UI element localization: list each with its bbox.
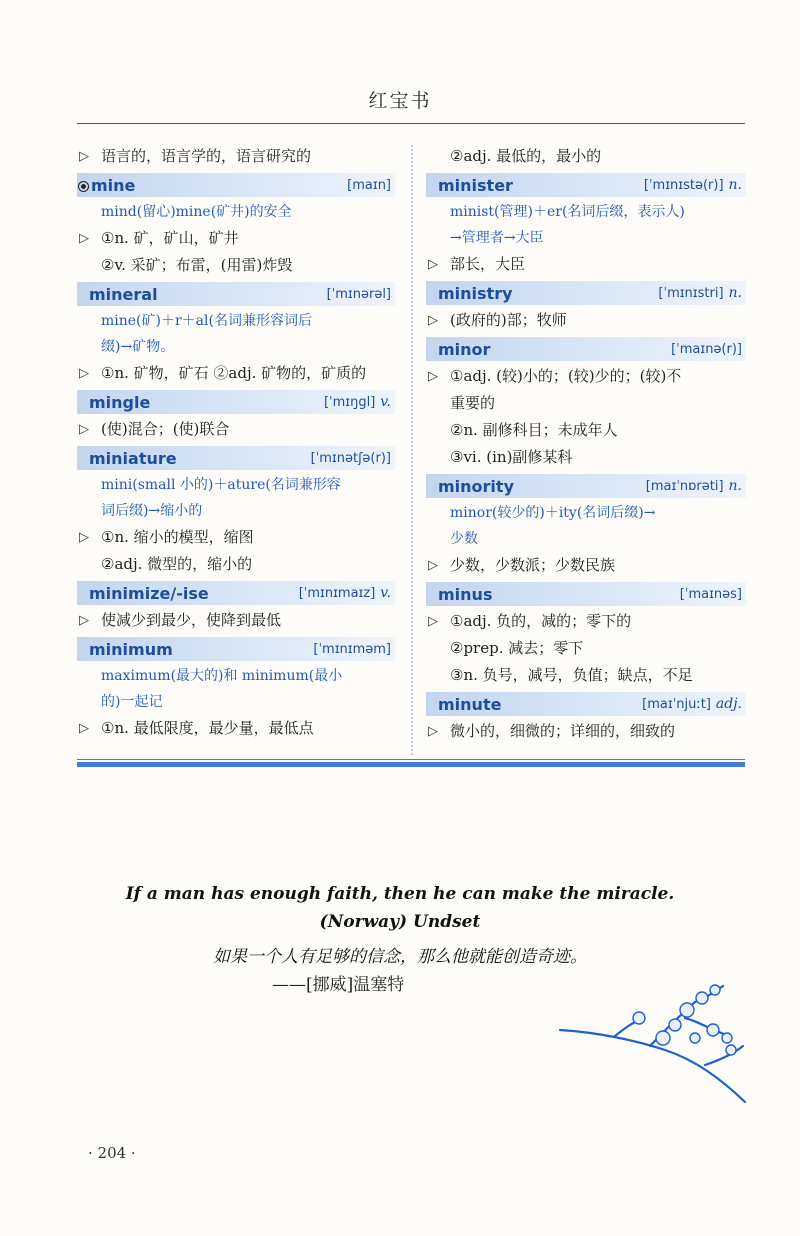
headword-bar	[426, 337, 746, 361]
phonetic: [maɪˈnjuːt]	[642, 697, 711, 712]
section-rule-thin	[77, 759, 745, 760]
blossom-flower	[726, 1045, 736, 1055]
definition-text: (使)混合；(使)联合	[101, 420, 230, 438]
entry-minimum	[77, 637, 395, 742]
headword: minute	[438, 694, 502, 714]
definition-line	[426, 552, 746, 579]
memo-line: maximum(最大的)和 minimum(最小	[101, 668, 343, 684]
headword-bar	[426, 474, 746, 498]
definition-line	[77, 225, 395, 252]
blossom-flower	[710, 985, 720, 995]
headword-bar	[77, 282, 395, 306]
entry-minority	[426, 474, 746, 579]
triangle-bullet-icon: ▷	[428, 614, 438, 629]
definition-text: ①adj. 负的，减的；零下的	[450, 612, 632, 630]
headword: minus	[438, 584, 493, 604]
definition-text: 使减少到最少，使降到最低	[101, 611, 282, 629]
branch	[705, 1046, 743, 1065]
headword: minor	[438, 339, 491, 359]
headword: minimize/-ise	[89, 583, 209, 603]
phonetic: [maɪˈnɒrəti]	[645, 479, 724, 494]
headword: mine	[91, 175, 136, 195]
definition-line	[426, 718, 746, 745]
phonetic: [ˈmɪŋgl]	[323, 395, 376, 410]
entry-minor	[426, 337, 746, 471]
definition-line: ②v. 采矿；布雷，(用雷)炸毁	[101, 256, 293, 274]
plum-blossom-icon	[555, 980, 750, 1110]
part-of-speech: n.	[728, 285, 742, 301]
definition-line: ③vi. (in)副修某科	[450, 448, 573, 466]
definition-text: 少数，少数派；少数民族	[450, 556, 616, 574]
entry-minister	[426, 173, 746, 278]
blossom-flower	[633, 1012, 645, 1024]
definition-line	[426, 251, 746, 278]
entry-ministry	[426, 281, 746, 334]
triangle-bullet-icon: ▷	[428, 369, 438, 384]
header-rule	[77, 123, 745, 124]
phonetic: [ˈmaɪnə(r)]	[671, 341, 742, 357]
definition-line	[77, 416, 395, 443]
column-divider	[411, 145, 413, 755]
headword: miniature	[89, 448, 177, 468]
definition-line	[77, 607, 395, 634]
headword-bar	[77, 390, 395, 414]
section-rule-thick	[77, 762, 745, 767]
part-of-speech: adj.	[715, 696, 742, 712]
triangle-bullet-icon: ▷	[79, 149, 89, 164]
triangle-bullet-icon: ▷	[428, 724, 438, 739]
definition-text: ①n. 最低限度，最少量，最低点	[101, 719, 314, 737]
entry-mingle	[77, 390, 395, 443]
memo-line: minor(较少的)＋ity(名词后缀)→	[450, 505, 656, 521]
page-number: · 204 ·	[88, 1144, 136, 1162]
entry-mineral	[77, 282, 395, 387]
memo-line: 词后缀)→缩小的	[101, 503, 203, 519]
headword: minority	[438, 476, 514, 496]
definition-line: ②prep. 减去；零下	[450, 639, 584, 657]
headword: minimum	[89, 639, 173, 659]
blossom-flower	[707, 1024, 719, 1036]
part-of-speech: v.	[380, 394, 391, 410]
definition-line	[426, 363, 746, 390]
definition-line: ③n. 负号，减号，负值；缺点，不足	[450, 666, 693, 684]
left-column	[77, 143, 395, 742]
memo-line: →管理者→大臣	[450, 230, 544, 246]
headword: ministry	[438, 283, 513, 303]
quote-chinese: 如果一个人有足够的信念，那么他就能创造奇迹。	[213, 947, 587, 967]
triangle-bullet-icon: ▷	[79, 422, 89, 437]
definition-line	[77, 715, 395, 742]
phonetic: [ˈmɪnətʃə(r)]	[310, 450, 391, 466]
definition-text: ①n. 缩小的模型，缩图	[101, 528, 254, 546]
memo-line: mind(留心)mine(矿井)的安全	[101, 204, 292, 220]
definition-line: 重要的	[450, 394, 496, 412]
headword-bar	[426, 173, 746, 197]
triangle-bullet-icon: ▷	[79, 613, 89, 628]
definition-line	[77, 360, 395, 387]
continued-definition: ②adj. 最低的，最小的	[450, 147, 602, 165]
continued-definition-text: 语言的，语言学的，语言研究的	[101, 147, 312, 165]
right-column	[426, 143, 746, 745]
definition-line	[77, 524, 395, 551]
headword-bar	[77, 581, 395, 605]
definition-text: (政府的)部；牧师	[450, 311, 567, 329]
blossom-flower	[680, 1003, 694, 1017]
entry-mine	[77, 173, 395, 279]
branch	[560, 1030, 745, 1102]
headword-bar	[77, 446, 395, 470]
memo-line: 缀)→矿物。	[101, 339, 175, 355]
triangle-bullet-icon: ▷	[428, 257, 438, 272]
triangle-bullet-icon: ▷	[428, 313, 438, 328]
memo-line: minist(管理)＋er(名词后缀，表示人)	[450, 204, 685, 220]
entry-minimize	[77, 581, 395, 634]
blossom-flower	[722, 1033, 732, 1043]
memo-line: mine(矿)＋r＋al(名词兼形容词后	[101, 313, 312, 329]
definition-line: ②n. 副修科目；未成年人	[450, 421, 618, 439]
headword-bar	[426, 692, 746, 716]
phonetic: [ˈmɪnɪstə(r)]	[643, 178, 724, 193]
phonetic: [ˈmɪnɪməm]	[313, 641, 391, 657]
blossom-flower	[656, 1031, 670, 1045]
definition-text: 部长，大臣	[450, 255, 526, 273]
triangle-bullet-icon: ▷	[79, 721, 89, 736]
continued-definition	[77, 143, 395, 170]
entry-miniature	[77, 446, 395, 578]
definition-line: ②adj. 微型的，缩小的	[101, 555, 253, 573]
triangle-bullet-icon: ▷	[79, 530, 89, 545]
memo-line: 少数	[450, 531, 478, 547]
headword: minister	[438, 175, 513, 195]
headword-bar	[426, 281, 746, 305]
entry-minute	[426, 692, 746, 745]
phonetic: [ˈmɪnɪmaɪz]	[298, 586, 376, 601]
triangle-bullet-icon: ▷	[79, 366, 89, 381]
star-dot-icon	[78, 181, 89, 192]
headword-bar	[77, 173, 395, 197]
page-header-title: 红宝书	[368, 90, 432, 112]
definition-text: 微小的，细微的；详细的，细致的	[450, 722, 676, 740]
memo-line: 的)一起记	[101, 694, 163, 710]
definition-text: ①adj. (较)小的；(较)少的；(较)不	[450, 367, 682, 385]
definition-line	[426, 307, 746, 334]
quote-english-author: (Norway) Undset	[319, 912, 481, 932]
blossom-flower	[696, 992, 708, 1004]
headword: mingle	[89, 392, 151, 412]
triangle-bullet-icon: ▷	[79, 231, 89, 246]
phonetic: [ˈmɪnɪstri]	[658, 286, 724, 301]
headword-bar	[77, 637, 395, 661]
memo-line: mini(small 小的)＋ature(名词兼形容	[101, 477, 341, 493]
triangle-bullet-icon: ▷	[428, 558, 438, 573]
part-of-speech: v.	[380, 585, 391, 601]
blossom-flower	[690, 1033, 700, 1043]
blossom-flower	[669, 1019, 681, 1031]
headword: mineral	[89, 284, 158, 304]
quote-chinese-author: ——[挪威]温塞特	[272, 975, 405, 995]
phonetic: [ˈmaɪnəs]	[679, 586, 742, 602]
phonetic: [maɪn]	[347, 177, 391, 193]
quote-english: If a man has enough faith, then he can make the miracle.	[125, 884, 675, 904]
definition-line	[426, 608, 746, 635]
definition-text: ①n. 矿物，矿石 ②adj. 矿物的，矿质的	[101, 364, 367, 382]
definition-text: ①n. 矿，矿山，矿井	[101, 229, 239, 247]
entry-minus	[426, 582, 746, 689]
part-of-speech: n.	[728, 177, 742, 193]
headword-bar	[426, 582, 746, 606]
part-of-speech: n.	[728, 478, 742, 494]
phonetic: [ˈmɪnərəl]	[326, 286, 391, 302]
